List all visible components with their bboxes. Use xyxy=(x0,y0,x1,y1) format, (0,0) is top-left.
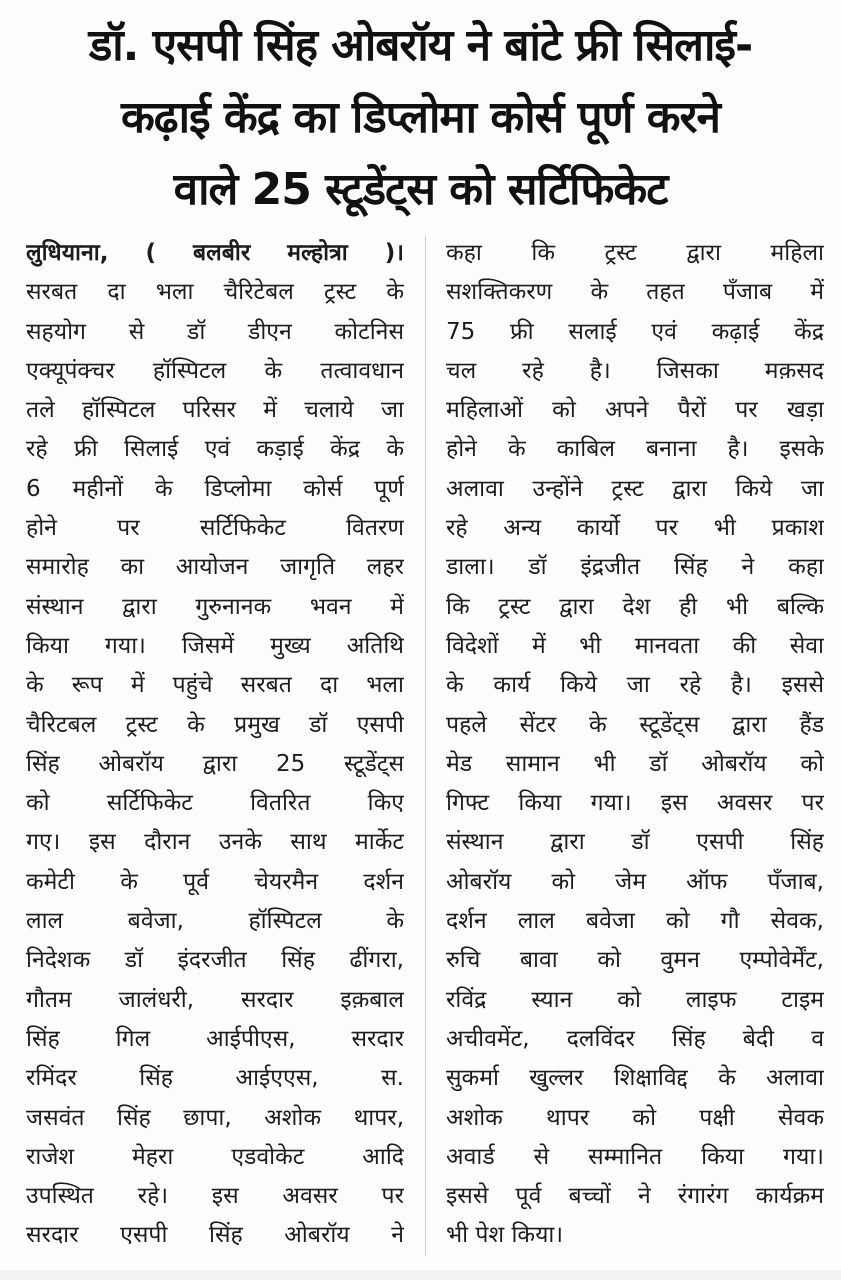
column-divider xyxy=(425,236,426,1256)
text-line: सरबत दा भला चैरिटेबल ट्रस्ट के xyxy=(26,279,404,306)
article-column-left xyxy=(26,234,404,1256)
text-line: जसवंत सिंह छापा, अशोक थापर, xyxy=(26,1104,404,1131)
text-line: कि ट्रस्ट द्वारा देश ही भी बल्कि xyxy=(446,593,824,620)
text-line: को सर्टिफिकेट वितरित किए xyxy=(26,790,404,817)
text-line: तले हॉस्पिटल परिसर में चलाये जा xyxy=(26,397,404,424)
text-line: कमेटी के पूर्व चेयरमैन दर्शन xyxy=(26,868,404,895)
text-line: उपस्थित रहे। इस अवसर पर xyxy=(26,1183,404,1210)
text-line: कहा कि ट्रस्ट द्वारा महिला xyxy=(446,240,824,266)
text-line: सशक्तिकरण के तहत पँजाब में xyxy=(446,279,824,306)
text-line: इससे पूर्व बच्चों ने रंगारंग कार्यक्रम xyxy=(446,1183,824,1210)
text-line: ओबरॉय को जेम ऑफ पँजाब, xyxy=(446,868,824,895)
text-line: किया गया। जिसमें मुख्य अतिथि xyxy=(26,632,404,659)
text-line: अलावा उन्होंने ट्रस्ट द्वारा किये जा xyxy=(446,475,824,502)
text-line: चैरिटबल ट्रस्ट के प्रमुख डॉ एसपी xyxy=(26,711,404,738)
text-line: 75 फ्री सलाई एवं कढ़ाई केंद्र xyxy=(446,318,824,345)
text-line: डाला। डॉ इंद्रजीत सिंह ने कहा xyxy=(446,554,824,581)
text-line: अचीवमेंट, दलविंदर सिंह बेदी व xyxy=(446,1025,824,1052)
text-line: होने पर सर्टिफिकेट वितरण xyxy=(26,515,404,542)
text-line: सिंह ओबरॉय द्वारा 25 स्टूडेंट्स xyxy=(26,750,404,777)
text-line: लाल बवेजा, हॉस्पिटल के xyxy=(26,908,404,935)
text-line: राजेश मेहरा एडवोकेट आदि xyxy=(26,1143,404,1170)
text-line: सुकर्मा खुल्लर शिक्षाविद्द के अलावा xyxy=(446,1065,824,1092)
text-line: चल रहे है। जिसका मक़सद xyxy=(446,357,824,384)
text-line: के कार्य किये जा रहे है। इससे xyxy=(446,672,824,699)
page-edge xyxy=(0,1270,841,1280)
headline-line-2: कढ़ाई केंद्र का डिप्लोमा कोर्स पूर्ण करने xyxy=(121,92,720,143)
text-line: सहयोग से डॉ डीएन कोटनिस xyxy=(26,318,404,345)
text-line: भी पेश किया। xyxy=(446,1222,564,1249)
text-line: निदेशक डॉ इंदरजीत सिंह ढींगरा, xyxy=(26,947,404,974)
text-line: संस्थान द्वारा डॉ एसपी सिंह xyxy=(446,829,824,856)
headline-line-1: डॉ. एसपी सिंह ओबरॉय ने बांटे फ्री सिलाई- xyxy=(88,20,753,71)
text-line: गए। इस दौरान उनके साथ मार्केट xyxy=(26,829,404,856)
text-line: होने के काबिल बनाना है। इसके xyxy=(446,436,824,463)
text-line: गिफ्ट किया गया। इस अवसर पर xyxy=(446,790,824,817)
article-column-right xyxy=(446,234,824,1256)
headline-line-3: वाले 25 स्टूडेंट्स को सर्टिफिकेट xyxy=(173,164,668,215)
text-line: समारोह का आयोजन जागृति लहर xyxy=(26,554,404,581)
text-line: रुचि बावा को वुमन एम्पोवेर्मेंट, xyxy=(446,947,824,974)
text-line: सरदार एसपी सिंह ओबरॉय ने xyxy=(26,1222,404,1249)
text-line: एक्यूपंक्चर हॉस्पिटल के तत्वावधान xyxy=(26,357,404,384)
text-line: रहे फ्री सिलाई एवं कड़ाई केंद्र के xyxy=(26,436,404,463)
text-line: अशोक थापर को पक्षी सेवक xyxy=(446,1104,824,1131)
text-line: पहले सेंटर के स्टूडेंट्स द्वारा हैंड xyxy=(446,711,824,738)
text-line: अवार्ड से सम्मानित किया गया। xyxy=(446,1143,824,1170)
text-line: संस्थान द्वारा गुरुनानक भवन में xyxy=(26,593,404,620)
text-line: रमिंदर सिंह आईएएस, स. xyxy=(26,1065,404,1092)
text-line: सिंह गिल आईपीएस, सरदार xyxy=(26,1025,404,1052)
text-line: रविंद्र स्यान को लाइफ टाइम xyxy=(446,986,824,1013)
text-line: रहे अन्य कार्यो पर भी प्रकाश xyxy=(446,515,824,542)
text-line: महिलाओं को अपने पैरों पर खड़ा xyxy=(446,397,824,424)
text-line: मेड सामान भी डॉ ओबरॉय को xyxy=(446,750,824,777)
text-line: दर्शन लाल बवेजा को गौ सेवक, xyxy=(446,908,824,935)
headline xyxy=(10,10,831,226)
text-line: विदेशों में भी मानवता की सेवा xyxy=(446,632,824,659)
dateline: लुधियाना, ( बलबीर मल्होत्रा )। xyxy=(26,240,404,266)
text-line: 6 महीनों के डिप्लोमा कोर्स पूर्ण xyxy=(26,475,404,502)
text-line: के रूप में पहुंचे सरबत दा भला xyxy=(26,672,404,699)
text-line: गौतम जालंधरी, सरदार इक़बाल xyxy=(26,986,404,1013)
